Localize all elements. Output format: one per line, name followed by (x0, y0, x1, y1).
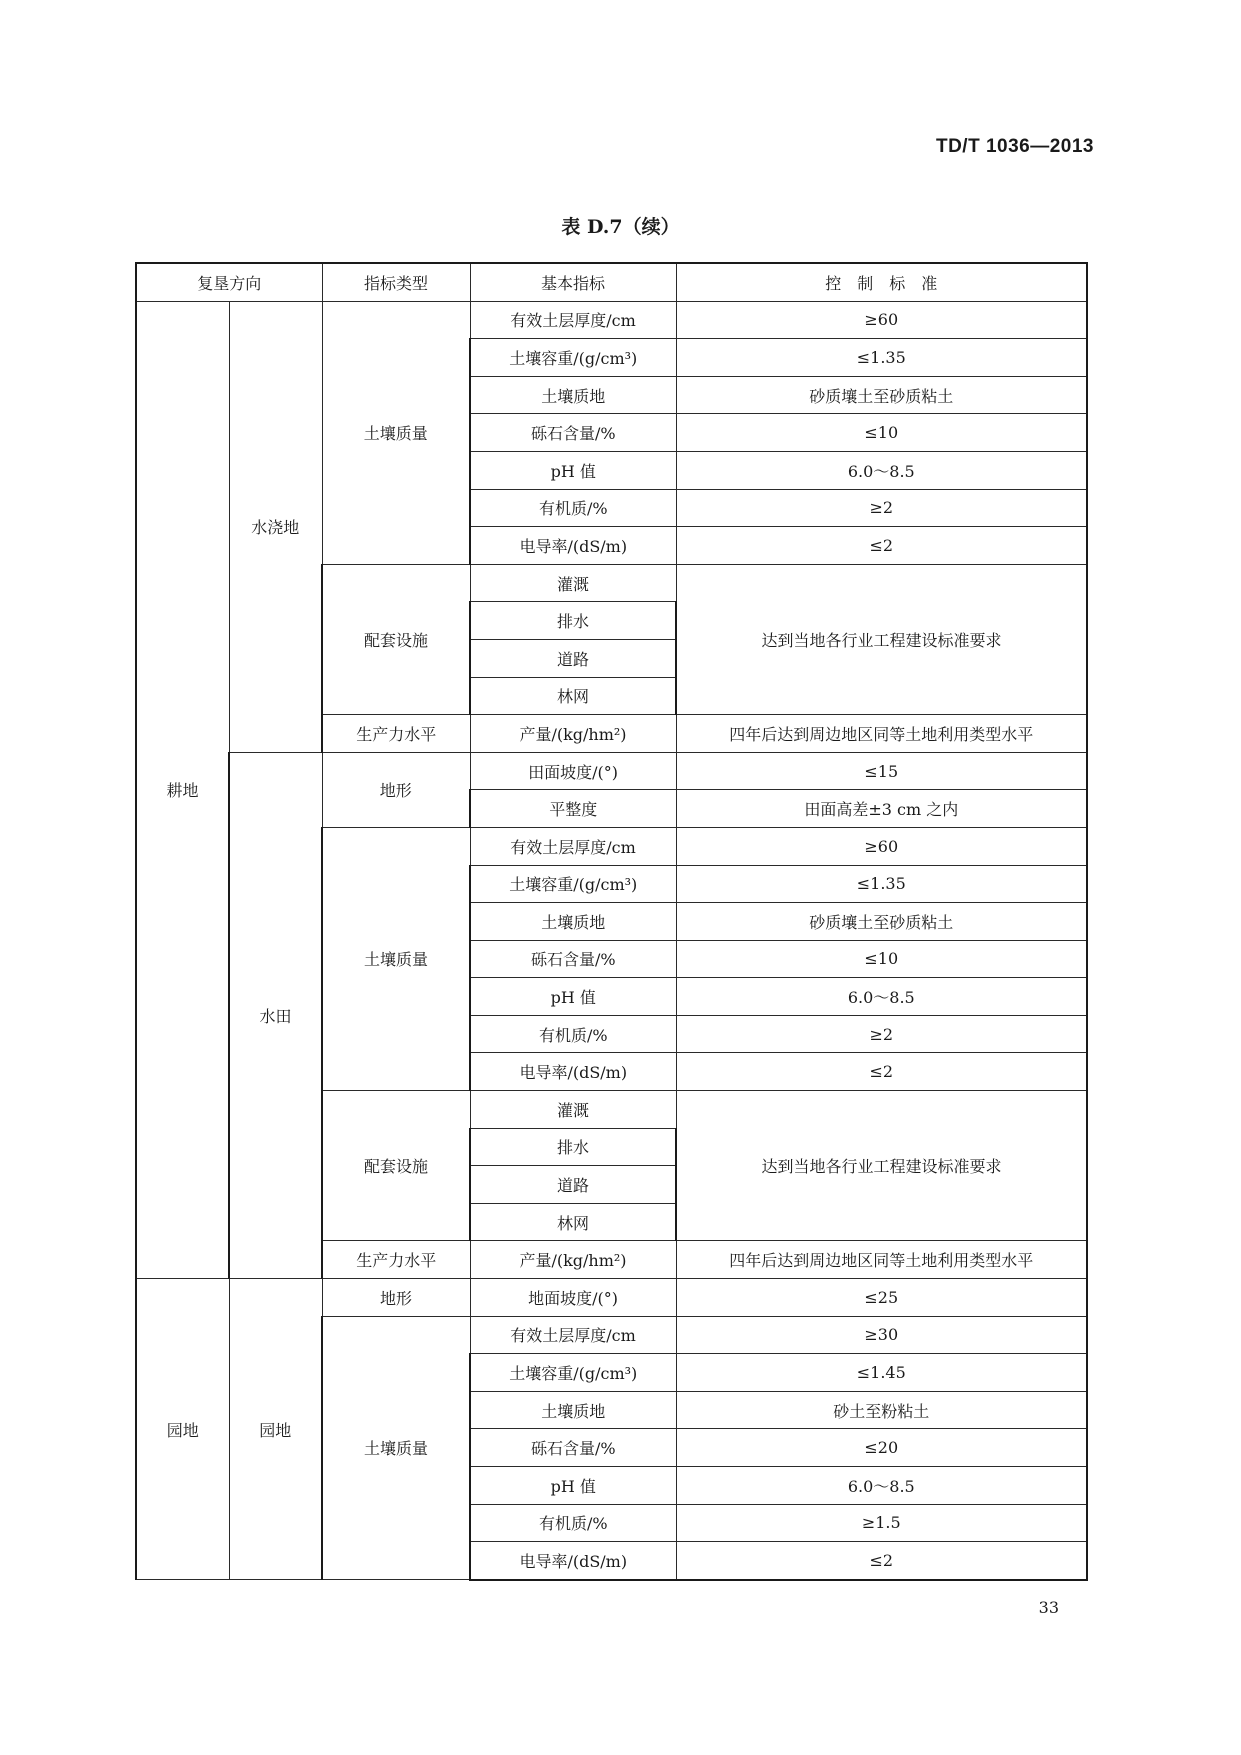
standard-cell: ≥2 (676, 489, 1087, 527)
direction-gengdi: 耕地 (136, 301, 229, 1278)
standard-cell: 四年后达到周边地区同等土地利用类型水平 (676, 715, 1087, 753)
subtype-shuijiaodi: 水浇地 (229, 301, 322, 752)
category-productivity: 生产力水平 (322, 715, 470, 753)
indicator-cell: 土壤容重/(g/cm³) (470, 865, 676, 903)
category-productivity: 生产力水平 (322, 1241, 470, 1279)
category-terrain: 地形 (322, 752, 470, 827)
indicator-cell: pH 值 (470, 1467, 676, 1505)
subtype-yuandi: 园地 (229, 1279, 322, 1580)
indicator-cell: 产量/(kg/hm²) (470, 1241, 676, 1279)
document-code: TD/T 1036—2013 (935, 136, 1094, 157)
table-row (136, 301, 1087, 339)
category-soil-quality: 土壤质量 (322, 827, 470, 1090)
standard-cell: ≤2 (676, 1542, 1087, 1580)
indicator-cell: 排水 (470, 602, 676, 640)
indicator-cell: 电导率/(dS/m) (470, 527, 676, 565)
standard-cell: 砂质壤土至砂质粘土 (676, 903, 1087, 941)
table-title: 表 D.7（续） (561, 216, 680, 238)
indicator-cell: 产量/(kg/hm²) (470, 715, 676, 753)
indicator-cell: 有机质/% (470, 1015, 676, 1053)
category-facilities: 配套设施 (322, 1091, 470, 1241)
indicator-cell: 土壤容重/(g/cm³) (470, 1354, 676, 1392)
standard-cell: ≤2 (676, 1053, 1087, 1091)
standard-cell: 砂质壤土至砂质粘土 (676, 376, 1087, 414)
header-category: 指标类型 (322, 263, 470, 301)
standard-cell: ≤10 (676, 414, 1087, 452)
category-soil-quality: 土壤质量 (322, 1316, 470, 1580)
indicator-cell: 砾石含量/% (470, 414, 676, 452)
table-row (136, 1279, 1087, 1317)
standard-cell: ≤1.45 (676, 1354, 1087, 1392)
category-soil-quality: 土壤质量 (322, 301, 470, 564)
indicator-cell: 有机质/% (470, 489, 676, 527)
standard-cell: 6.0～8.5 (676, 451, 1087, 489)
standard-cell: ≤10 (676, 940, 1087, 978)
standards-table (135, 262, 1088, 1581)
standard-cell: ≤25 (676, 1279, 1087, 1317)
header-indicator: 基本指标 (470, 263, 676, 301)
indicator-cell: 土壤质地 (470, 1391, 676, 1429)
header-direction: 复垦方向 (136, 263, 322, 301)
indicator-cell: 电导率/(dS/m) (470, 1542, 676, 1580)
indicator-cell: 林网 (470, 677, 676, 715)
standard-cell: ≤2 (676, 527, 1087, 565)
standard-cell: ≥2 (676, 1015, 1087, 1053)
indicator-cell: 有机质/% (470, 1504, 676, 1542)
direction-yuandi: 园地 (136, 1279, 229, 1580)
standard-cell: ≤20 (676, 1429, 1087, 1467)
indicator-cell: pH 值 (470, 978, 676, 1016)
standard-cell: 6.0～8.5 (676, 1467, 1087, 1505)
category-terrain: 地形 (322, 1279, 470, 1317)
indicator-cell: 灌溉 (470, 564, 676, 602)
table-header-row (136, 263, 1087, 301)
indicator-cell: 有效土层厚度/cm (470, 827, 676, 865)
standard-cell: 田面高差±3 cm 之内 (676, 790, 1087, 828)
indicator-cell: 有效土层厚度/cm (470, 1316, 676, 1354)
standard-cell: 6.0～8.5 (676, 978, 1087, 1016)
indicator-cell: pH 值 (470, 451, 676, 489)
standard-cell: 砂土至粉粘土 (676, 1391, 1087, 1429)
table-row (136, 752, 1087, 790)
indicator-cell: 道路 (470, 1166, 676, 1204)
indicator-cell: 地面坡度/(°) (470, 1279, 676, 1317)
standard-cell: ≥30 (676, 1316, 1087, 1354)
standard-cell: ≤15 (676, 752, 1087, 790)
indicator-cell: 排水 (470, 1128, 676, 1166)
page-number: 33 (1038, 1598, 1059, 1617)
standard-cell: 四年后达到周边地区同等土地利用类型水平 (676, 1241, 1087, 1279)
header-standard: 控 制 标 准 (676, 263, 1087, 301)
standard-cell: 达到当地各行业工程建设标准要求 (676, 564, 1087, 714)
indicator-cell: 砾石含量/% (470, 940, 676, 978)
indicator-cell: 灌溉 (470, 1091, 676, 1129)
standard-cell: 达到当地各行业工程建设标准要求 (676, 1091, 1087, 1241)
standard-cell: ≤1.35 (676, 865, 1087, 903)
subtype-shuitian: 水田 (229, 752, 322, 1278)
indicator-cell: 田面坡度/(°) (470, 752, 676, 790)
indicator-cell: 林网 (470, 1203, 676, 1241)
category-facilities: 配套设施 (322, 564, 470, 714)
standard-cell: ≥1.5 (676, 1504, 1087, 1542)
indicator-cell: 有效土层厚度/cm (470, 301, 676, 339)
indicator-cell: 土壤质地 (470, 376, 676, 414)
standard-cell: ≥60 (676, 301, 1087, 339)
standard-cell: ≥60 (676, 827, 1087, 865)
indicator-cell: 砾石含量/% (470, 1429, 676, 1467)
indicator-cell: 土壤容重/(g/cm³) (470, 339, 676, 377)
indicator-cell: 平整度 (470, 790, 676, 828)
indicator-cell: 道路 (470, 639, 676, 677)
indicator-cell: 电导率/(dS/m) (470, 1053, 676, 1091)
standard-cell: ≤1.35 (676, 339, 1087, 377)
indicator-cell: 土壤质地 (470, 903, 676, 941)
